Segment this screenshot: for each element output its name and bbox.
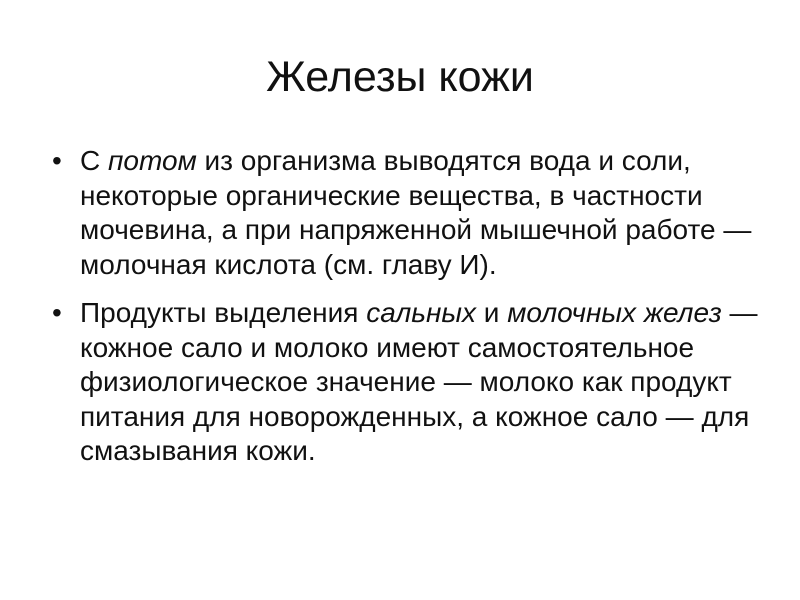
bullet-text-italic: потом [108,145,197,176]
bullet-item-sweat [52,144,758,282]
bullet-marker: • [52,145,62,176]
bullet-marker: • [52,297,62,328]
bullet-text-part: из организма выводятся вода и соли, некоторые органические вещества, в частности мочевина, а при напряженной мышечной работе — молочная кислота (см. главу И). [80,145,752,280]
bullet-text-part: С [80,145,108,176]
bullet-text-part: и [476,297,508,328]
bullet-text-italic: сальных [366,297,477,328]
bullet-text-italic: молочных желез [507,297,722,328]
bullet-text-part: — кожное сало и молоко имеют самостоятельное физиологическое значение — молоко как продукт питания для новорожденных, а кожное сало — для смазывания кожи. [80,297,758,466]
bullet-item-glands [52,296,758,469]
bullet-list [52,144,758,483]
bullet-text-part: Продукты выделения [80,297,367,328]
slide-title: Железы кожи [266,53,534,101]
